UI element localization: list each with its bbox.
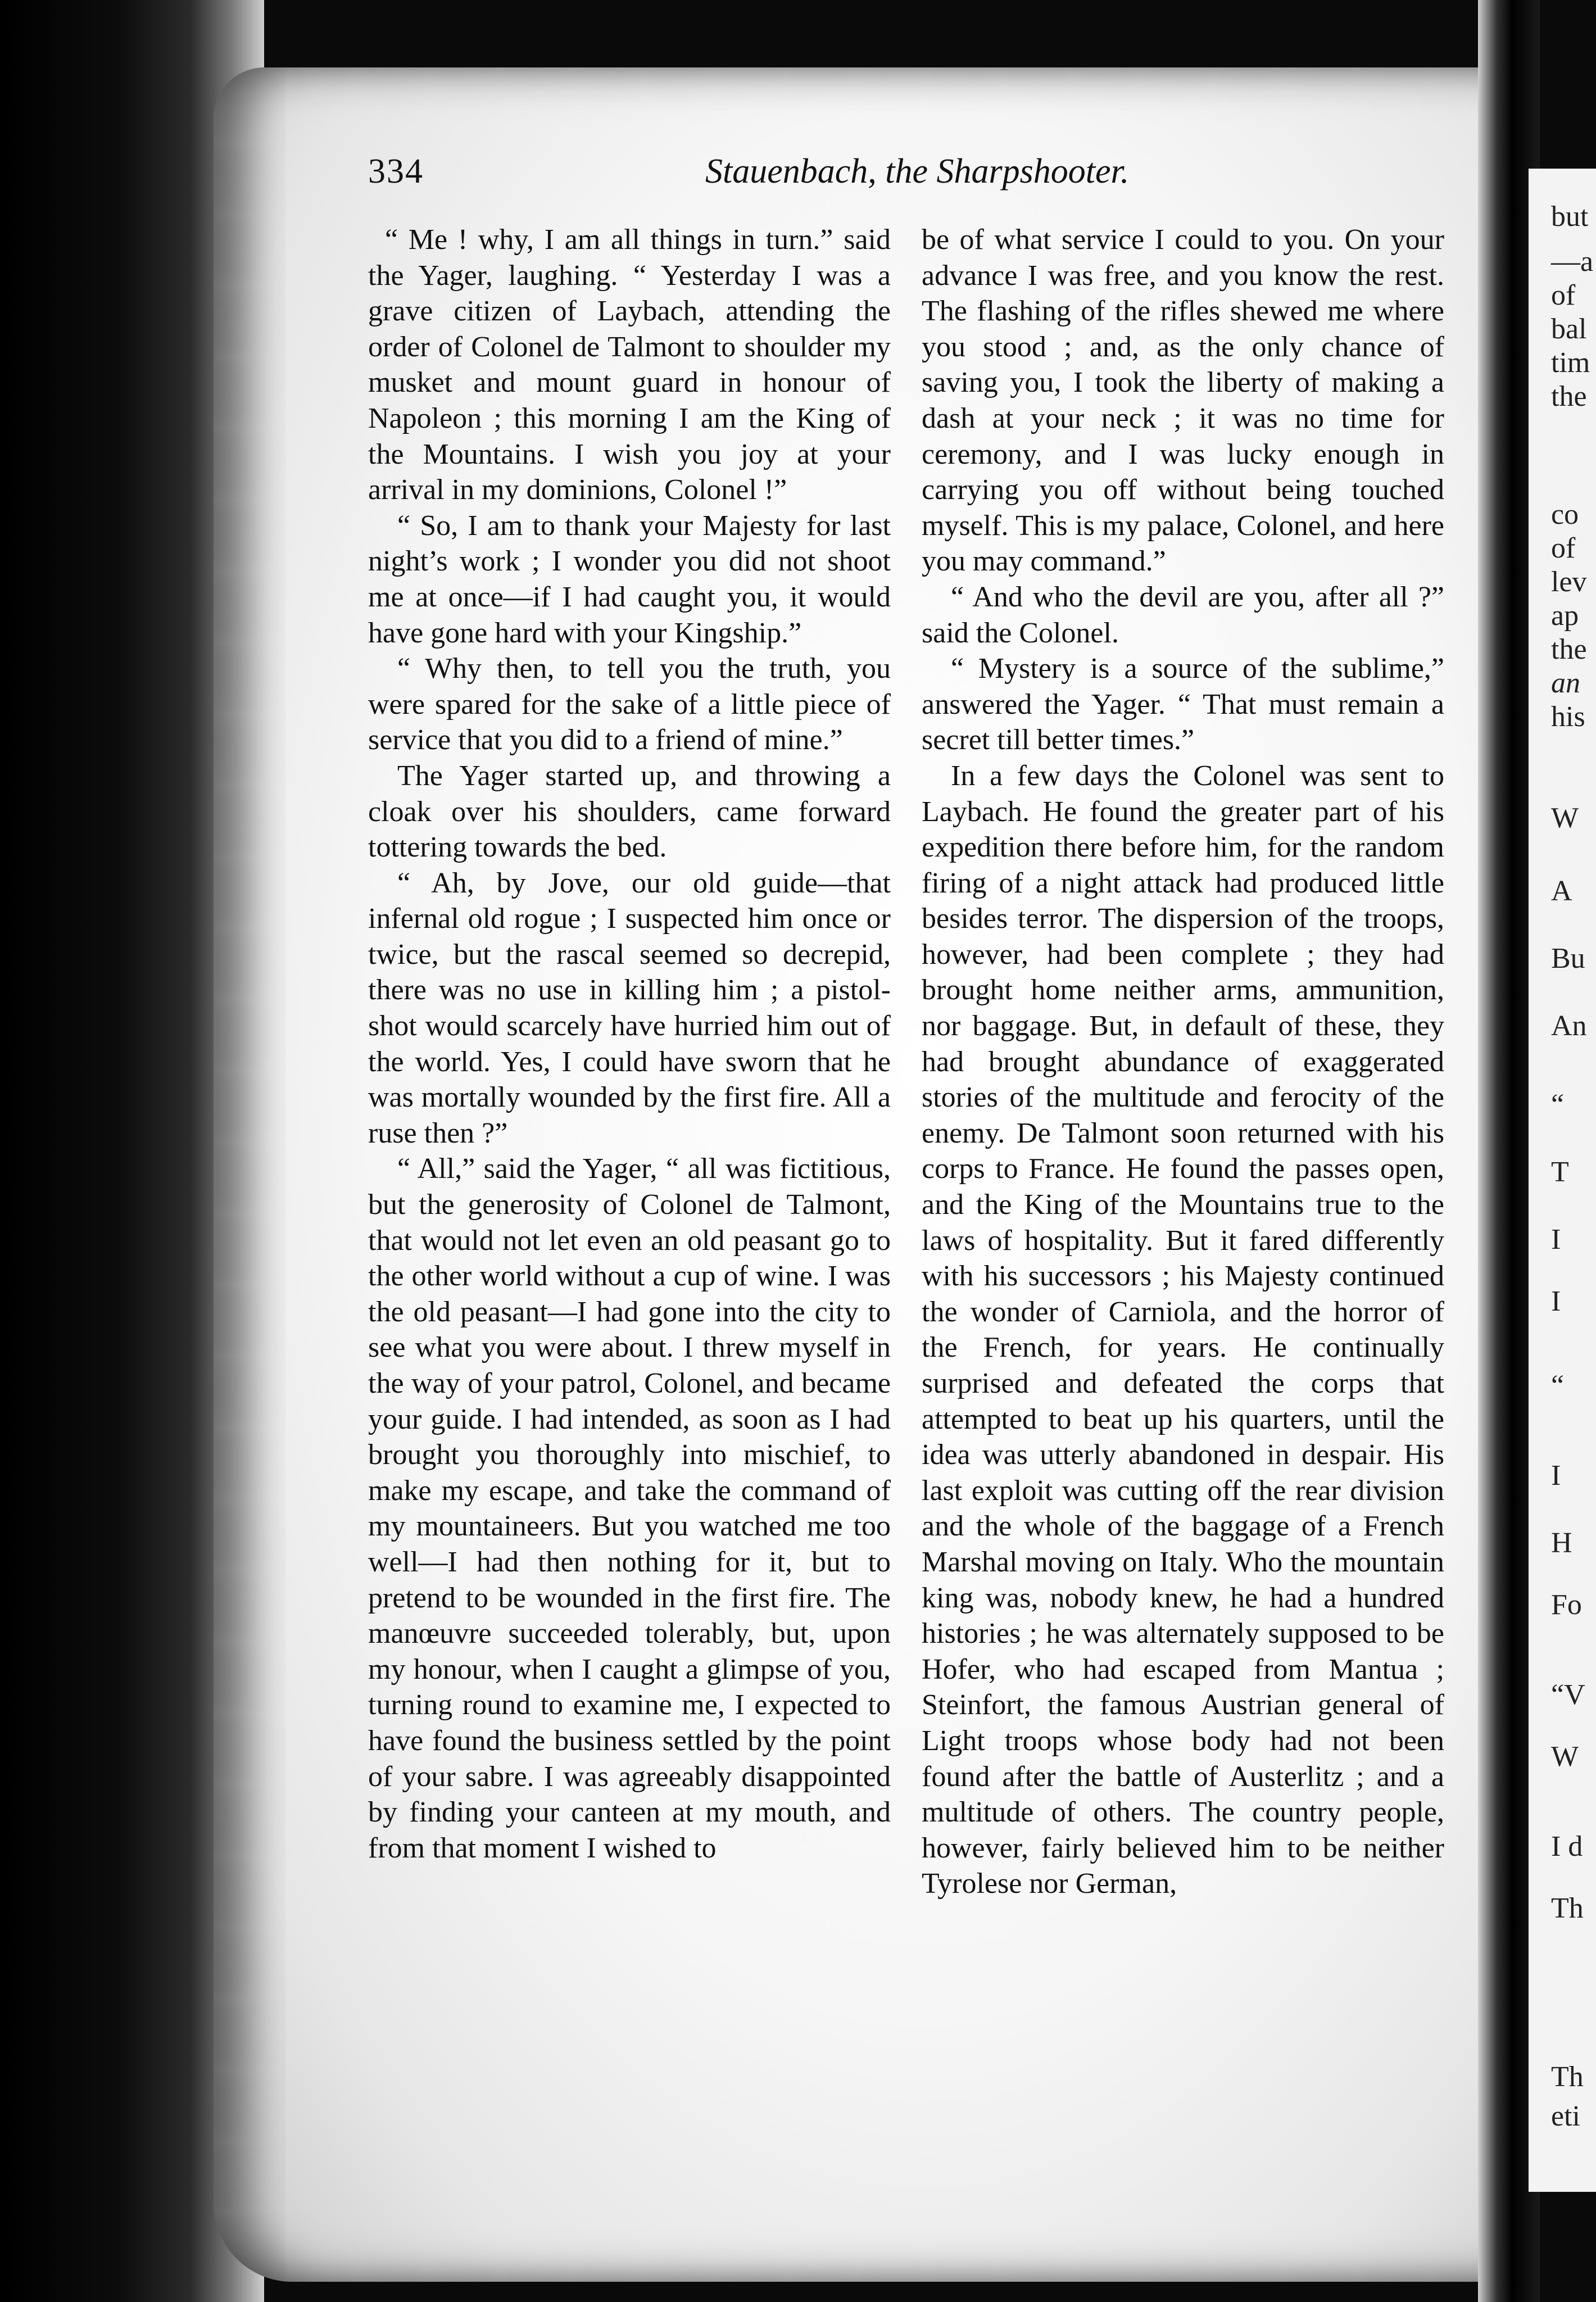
- facing-fragment: bal: [1551, 313, 1587, 345]
- facing-fragment: the: [1551, 380, 1587, 413]
- facing-fragment: I: [1551, 1285, 1561, 1317]
- facing-fragment: “: [1551, 1370, 1565, 1402]
- left-column: [368, 222, 891, 1866]
- facing-fragment: W: [1551, 1741, 1579, 1773]
- facing-fragment: A: [1551, 875, 1572, 907]
- facing-fragment: I: [1551, 1460, 1561, 1492]
- facing-fragment: Th: [1551, 1892, 1584, 1924]
- paragraph: The Yager started up, and throwing a cloak over his shoulders, came forward tottering towards the bed.: [368, 759, 891, 864]
- facing-fragment: I d: [1551, 1830, 1583, 1863]
- page-number: 334: [368, 152, 424, 191]
- facing-fragment: eti: [1551, 2100, 1580, 2132]
- facing-fragment: W: [1551, 802, 1579, 834]
- facing-fragment: Bu: [1551, 942, 1585, 975]
- paragraph: “ Mystery is a source of the sublime,” answered the Yager. “ That must remain a secret till better times.”: [922, 652, 1444, 756]
- facing-page-strip: [1529, 169, 1596, 2192]
- facing-fragment: his: [1551, 701, 1585, 733]
- facing-fragment: the: [1551, 633, 1587, 665]
- facing-fragment: co: [1551, 499, 1579, 531]
- facing-fragment: Th: [1551, 2061, 1584, 2093]
- paragraph: In a few days the Colonel was sent to Laybach. He found the greater part of his expedition there before him, for the random firing of a night attack had produced little besides terror. The dispersion of the troops, however, had been complete ; they had brought home neither arms, ammunition, nor baggage. But, in default of these, they had brought abundance of exaggerated stories of the multitude and ferocity of the enemy. De Talmont soon returned with his corps to France. He found the passes open, and the King of the Mountains true to the laws of hospitality. But it fared differently with his successors ; his Majesty continued the wonder of Carniola, and the horror of the French, for years. He continually surprised and defeated the corps that attempted to beat up his quarters, until the idea was utterly abandoned in despair. His last exploit was cutting off the rear division and the whole of the baggage of a French Marshal moving on Italy. Who the mountain king was, nobody knew, he had a hundred histories ; he was alternately supposed to be Hofer, who had escaped from Mantua ; Steinfort, the famous Austrian general of Light troops whose body had not been found after the battle of Austerlitz ; and a multitude of others. The country people, however, fairly believed him to be neither Tyrolese nor German,: [922, 759, 1444, 1900]
- facing-fragment: H: [1551, 1527, 1572, 1559]
- facing-fragment: T: [1551, 1156, 1569, 1188]
- page-header: [368, 152, 1447, 197]
- facing-fragment: lev: [1551, 566, 1587, 598]
- running-head: Stauenbach, the Sharpshooter.: [705, 152, 1130, 191]
- facing-fragment: of: [1551, 532, 1576, 564]
- paragraph: be of what service I could to you. On your advance I was free, and you know the rest. The flashing of the rifles shewed me where you stood ; and, as the only chance of saving you, I took the liberty of making a dash at your neck ; it was no time for ceremony, and I was lucky enough in carrying you off without being touched myself. This is my palace, Colonel, and here you may command.”: [922, 224, 1444, 578]
- paragraph: “ Why then, to tell you the truth, you were spared for the sake of a little piece of service that you did to a friend of mine.”: [368, 652, 891, 756]
- paragraph: “ And who the devil are you, after all ?” said the Colonel.: [922, 581, 1444, 649]
- facing-fragment: but: [1551, 201, 1589, 233]
- facing-fragment: “: [1551, 1089, 1565, 1121]
- paragraph: “ Me ! why, I am all things in turn.” said the Yager, laughing. “ Yesterday I was a grave citizen of Laybach, attending the order of Colonel de Talmont to shoulder my musket and mount guard in honour of Napoleon ; this morning I am the King of the Mountains. I wish you joy at your arrival in my dominions, Colonel !”: [368, 224, 891, 506]
- right-column: [922, 222, 1444, 1902]
- facing-fragment: “V: [1551, 1679, 1585, 1711]
- facing-fragment: tim: [1551, 347, 1590, 379]
- facing-fragment: of: [1551, 279, 1576, 311]
- paragraph: “ All,” said the Yager, “ all was fictitious, but the generosity of Colonel de Talmont, that would not let even an old peasant go to the other world without a cup of wine. I was the old peasant—I had gone into the city to see what you were about. I threw myself in the way of your patrol, Colonel, and became your guide. I had intended, as soon as I had brought you thoroughly into mischief, to make my escape, and take the command of my mountaineers. But you watched me too well—I had then nothing for it, but to pretend to be wounded in the first fire. The manœuvre succeeded tolerably, but, upon my honour, when I caught a glimpse of you, turning round to examine me, I expected to have found the business settled by the point of your sabre. I was agreeably disappointed by finding your canteen at my mouth, and from that moment I wished to: [368, 1153, 891, 1864]
- facing-fragment: ap: [1551, 600, 1579, 632]
- facing-fragment: I: [1551, 1223, 1561, 1256]
- paragraph: “ Ah, by Jove, our old guide—that infernal old rogue ; I suspected him once or twice, but the rascal seemed so decrepid, there was no use in killing him ; a pistol-shot would scarcely have hurried him out of the world. Yes, I could have sworn that he was mortally wounded by the first fire. All a ruse then ?”: [368, 867, 891, 1149]
- facing-fragment: An: [1551, 1010, 1587, 1042]
- facing-fragment: —a: [1551, 246, 1594, 278]
- paragraph: “ So, I am to thank your Majesty for last night’s work ; I wonder you did not shoot me at once—if I had caught you, it would have gone hard with your Kingship.”: [368, 509, 891, 649]
- facing-fragment: an: [1551, 667, 1580, 699]
- facing-fragment: Fo: [1551, 1589, 1582, 1621]
